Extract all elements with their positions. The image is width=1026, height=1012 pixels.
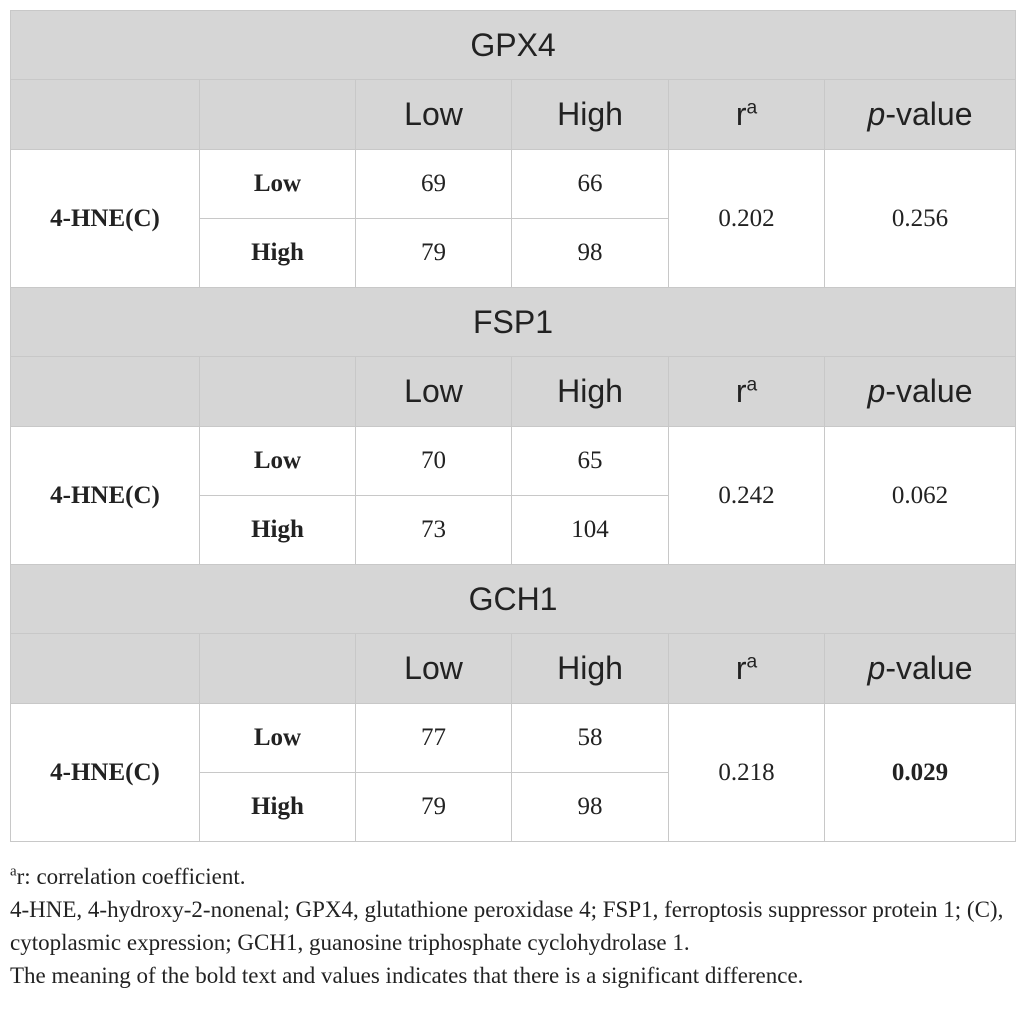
sub-label-high: High [200, 219, 356, 288]
correlation-table [10, 10, 1016, 842]
header-r: $r^a$ [669, 80, 825, 150]
header-empty-cell [11, 634, 200, 704]
header-empty-cell [200, 634, 356, 704]
row-label: 4-HNE(C) [11, 427, 200, 565]
sub-label-low: Low [200, 150, 356, 219]
header-r: $r^a$ [669, 357, 825, 427]
r-value: 0.202 [669, 150, 825, 288]
row-label: 4-HNE(C) [11, 704, 200, 842]
header-p-value: p-value [825, 80, 1016, 150]
footnote-bold-meaning: The meaning of the bold text and values indicates that there is a significant difference. [10, 963, 804, 988]
cell-value: 79 [356, 773, 512, 842]
cell-value: 79 [356, 219, 512, 288]
p-value: 0.256 [825, 150, 1016, 288]
cell-value: 77 [356, 704, 512, 773]
cell-value: 58 [512, 704, 669, 773]
cell-value: 73 [356, 496, 512, 565]
footnote-abbreviations: 4-HNE, 4-hydroxy-2-nonenal; GPX4, glutathione peroxidase 4; FSP1, ferroptosis suppressor protein 1; (C), cytoplasmic expression; GCH1, guanosine triphosphate cyclohydrolase 1. [10, 897, 1004, 955]
cell-value: 66 [512, 150, 669, 219]
section-title-fsp1: FSP1 [11, 288, 1016, 357]
cell-value: 65 [512, 427, 669, 496]
cell-value: 104 [512, 496, 669, 565]
table-footnotes [10, 860, 1020, 992]
header-p-value: p-value [825, 357, 1016, 427]
header-low: Low [356, 634, 512, 704]
header-empty-cell [11, 80, 200, 150]
header-low: Low [356, 357, 512, 427]
sub-label-low: Low [200, 427, 356, 496]
section-title-gpx4: GPX4 [11, 11, 1016, 80]
footnote-a: $^a$r: correlation coefficient. [10, 863, 246, 889]
sub-label-high: High [200, 773, 356, 842]
cell-value: 98 [512, 773, 669, 842]
header-low: Low [356, 80, 512, 150]
header-p-value: p-value [825, 634, 1016, 704]
r-value: 0.218 [669, 704, 825, 842]
header-empty-cell [200, 80, 356, 150]
header-high: High [512, 357, 669, 427]
sub-label-low: Low [200, 704, 356, 773]
header-empty-cell [11, 357, 200, 427]
cell-value: 70 [356, 427, 512, 496]
p-value: 0.062 [825, 427, 1016, 565]
p-value-significant: 0.029 [825, 704, 1016, 842]
cell-value: 69 [356, 150, 512, 219]
r-value: 0.242 [669, 427, 825, 565]
header-high: High [512, 634, 669, 704]
header-r: $r^a$ [669, 634, 825, 704]
sub-label-high: High [200, 496, 356, 565]
section-title-gch1: GCH1 [11, 565, 1016, 634]
row-label: 4-HNE(C) [11, 150, 200, 288]
cell-value: 98 [512, 219, 669, 288]
header-high: High [512, 80, 669, 150]
header-empty-cell [200, 357, 356, 427]
